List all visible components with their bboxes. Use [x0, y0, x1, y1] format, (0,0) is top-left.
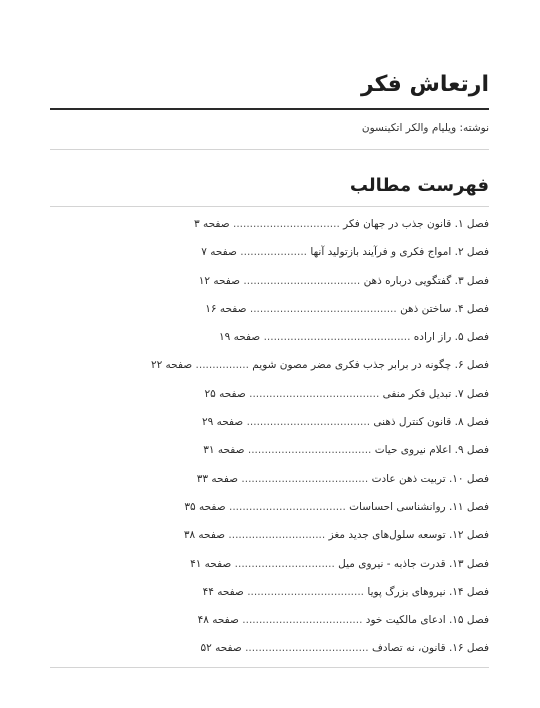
toc-entry[interactable]	[50, 521, 489, 549]
toc-entry-title: فصل ۱۶. قانون، نه تصادف	[371, 642, 489, 655]
toc-dot-leader: ......................................	[241, 472, 369, 485]
toc-entry-page: صفحه ۴۱	[190, 557, 232, 570]
toc-entry-title: فصل ۱۰. تربیت ذهن عادت	[371, 472, 489, 485]
toc-entry-title: فصل ۳. گفتگویی درباره ذهن	[363, 274, 489, 287]
toc-list	[50, 210, 489, 663]
toc-entry[interactable]	[50, 380, 489, 408]
toc-entry-page: صفحه ۳۸	[183, 529, 226, 542]
toc-entry-title: فصل ۷. تبدیل فکر منفی	[382, 387, 489, 400]
toc-dot-leader: ...................................	[243, 274, 361, 287]
toc-entry-page: صفحه ۴۸	[197, 614, 239, 627]
toc-entry-page: صفحه ۳۱	[203, 444, 245, 457]
toc-entry-page: صفحه ۲۵	[204, 387, 246, 400]
toc-dot-leader: .......................................	[249, 387, 380, 400]
toc-entry[interactable]	[50, 351, 489, 379]
toc-entry[interactable]	[50, 465, 489, 493]
toc-dot-leader: ............................................	[263, 331, 411, 344]
toc-entry-page: صفحه ۳۳	[196, 472, 239, 485]
toc-entry[interactable]	[50, 606, 489, 634]
toc-entry-title: فصل ۱۵. ادعای مالکیت خود	[365, 614, 489, 627]
toc-entry-page: صفحه ۱۹	[218, 331, 261, 344]
toc-dot-leader: ................................	[232, 218, 340, 230]
toc-entry-title: فصل ۲. امواج فکری و فرآیند بازتولید آنها	[310, 246, 489, 259]
toc-entry-page: صفحه ۲۲	[150, 359, 193, 372]
toc-entry[interactable]	[50, 493, 489, 521]
toc-dot-leader: ...................................	[247, 585, 365, 598]
toc-entry-title: فصل ۸. قانون کنترل ذهنی	[373, 416, 489, 429]
toc-entry-title: فصل ۱۱. روانشناسی احساسات	[349, 500, 489, 513]
toc-entry-title: فصل ۱۲. توسعه سلول‌های جدید مغز	[328, 529, 489, 542]
toc-entry-title: فصل ۵. راز اراده	[413, 331, 489, 344]
toc-dot-leader: .....................................	[246, 416, 371, 429]
toc-entry[interactable]	[50, 238, 489, 266]
author-divider	[50, 149, 489, 150]
toc-entry[interactable]	[50, 578, 489, 606]
toc-entry-page: صفحه ۳۵	[184, 500, 226, 513]
toc-entry[interactable]	[50, 634, 489, 662]
toc-dot-leader: ............................................	[249, 302, 397, 315]
toc-entry-page: صفحه ۴۴	[202, 585, 244, 598]
title-divider	[50, 108, 489, 110]
toc-entry-title: فصل ۱. قانون جذب در جهان فکر	[343, 218, 489, 230]
toc-heading: فهرست مطالب	[349, 175, 489, 196]
toc-entry[interactable]	[50, 323, 489, 351]
toc-entry-title: فصل ۶. چگونه در برابر جذب فکری مضر مصون شویم	[252, 359, 489, 372]
toc-entry[interactable]	[50, 436, 489, 464]
toc-entry-page: صفحه ۷	[201, 246, 237, 259]
toc-entry[interactable]	[50, 295, 489, 323]
toc-entry[interactable]	[50, 267, 489, 295]
toc-entry-page: صفحه ۳	[194, 218, 230, 230]
book-title: ارتعاش فکر	[360, 72, 489, 97]
toc-entry-title: فصل ۱۴. نیروهای بزرگ پویا	[367, 585, 489, 598]
toc-dot-leader: ...................................	[228, 500, 346, 513]
toc-entry[interactable]	[50, 210, 489, 238]
toc-heading-divider	[50, 206, 489, 207]
toc-entry-page: صفحه ۱۶	[205, 302, 247, 315]
toc-entry[interactable]	[50, 550, 489, 578]
toc-entry-title: فصل ۹. اعلام نیروی حیات	[374, 444, 489, 457]
toc-entry-page: صفحه ۵۲	[200, 642, 242, 655]
toc-dot-leader: .............................	[228, 529, 326, 542]
toc-dot-leader: ....................................	[242, 614, 363, 627]
toc-dot-leader: ..............................	[234, 557, 335, 570]
toc-entry-title: فصل ۴. ساختن ذهن	[400, 302, 489, 315]
toc-entry[interactable]	[50, 408, 489, 436]
toc-end-divider	[50, 667, 489, 668]
toc-entry-page: صفحه ۲۹	[201, 416, 244, 429]
toc-dot-leader: .....................................	[245, 642, 369, 655]
toc-dot-leader: .....................................	[247, 444, 372, 457]
toc-entry-title: فصل ۱۳. قدرت جاذبه - نیروی میل	[338, 557, 489, 570]
toc-dot-leader: ....................	[240, 246, 308, 259]
document-page	[50, 0, 489, 708]
toc-dot-leader: ................	[195, 359, 249, 372]
author-line: نوشته: ویلیام والکر اتکینسون	[361, 122, 489, 134]
toc-entry-page: صفحه ۱۲	[198, 274, 241, 287]
